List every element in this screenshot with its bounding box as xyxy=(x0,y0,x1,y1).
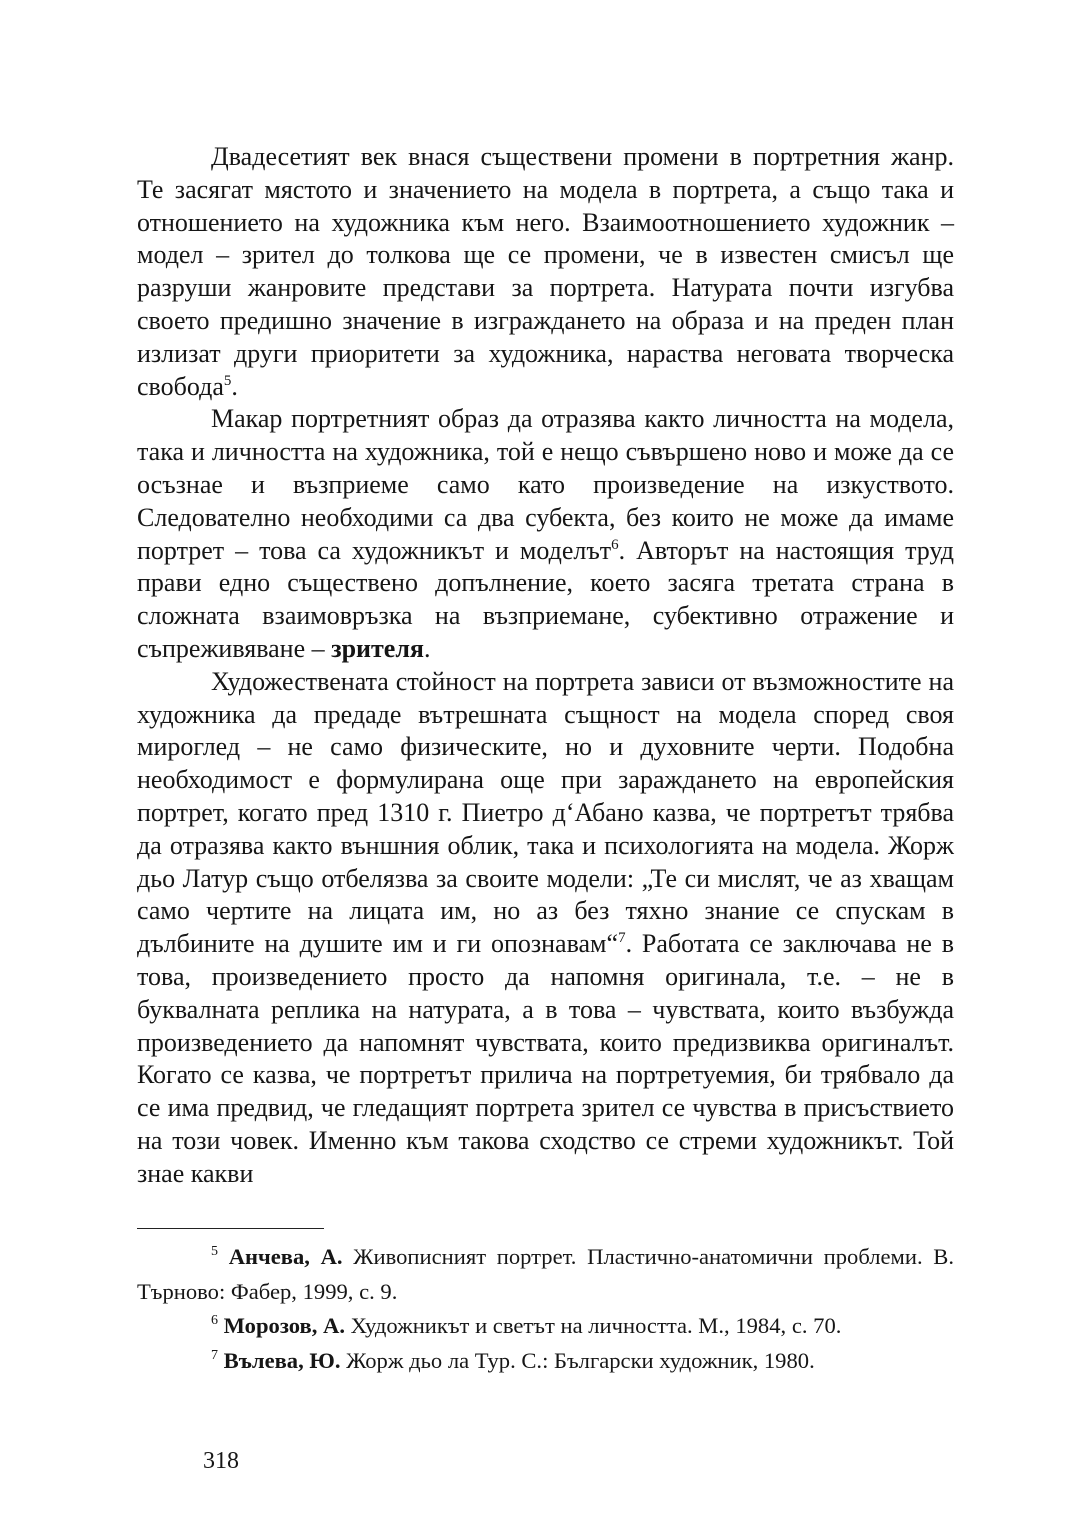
footnotes xyxy=(137,1240,954,1378)
footnote-ref-7: 7 xyxy=(618,930,626,947)
paragraph-1: Двадесетият век внася съществени промени в портретния жанр. Те засягат мястото и значението на модела в портрета, а също така и отношението на художника към него. Взаимоотношението художник – модел – зрител до толкова ще се промени, че в известен смисъл ще разруши жанровите представи за портрета. Натурата почти изгубва своето предишно значение в изграждането на образа и на преден план излизат други приоритети за художника, нараства неговата творческа свобода$^5$. xyxy=(137,142,954,401)
footnote-separator xyxy=(137,1228,324,1229)
footnote-author: Анчева, А. xyxy=(228,1244,343,1269)
emphasis-viewer: зрителя xyxy=(331,633,424,663)
footnote-ref-5: 5 xyxy=(223,372,232,389)
paragraph-2: Макар портретният образ да отразява както личността на модела, така и личността на художника, той е нещо съвършено ново и може да се осъзнае и възприеме само като произведение на изкуството. Следователно необходими са два субекта, без които не може да имаме портрет – това са художникът и моделът$^6$. Авторът на настоящия труд прави едно съществено допълнение, което засяга третата страна в сложната взаимовръзка на възприемане, субективно отражение и съпреживяване – зрителя. xyxy=(137,404,954,663)
footnote-ref-6: 6 xyxy=(611,536,619,553)
footnote-author: Вълева, Ю. xyxy=(223,1347,341,1373)
main-text xyxy=(137,141,954,1191)
page-number: 318 xyxy=(203,1448,239,1474)
footnote-author: Морозов, А. xyxy=(223,1313,345,1338)
footnote-7: $^7$ Вълева, Ю. Жорж дьо ла Тур. С.: Български художник, 1980. xyxy=(211,1347,815,1373)
paragraph-3: Художествената стойност на портрета зависи от възможностите на художника да предаде вътрешната същност на модела според своя мироглед – не само физическите, но и духовните черти. Подобна необходимост е формулирана още при зараждането на европейския портрет, когато пред 1310 г. Пиетро д‘Абано казва, че портретът трябва да отразява както външния облик, така и психологията на модела. Жорж дьо Латур също отбелязва за своите модели: „Те си мислят, че аз хващам само чертите на лицата им, но аз без тяхно знание се спускам в дълбините на душите им и ги опознавам“$^7$. Работата се заключава не в това, произведението просто да напомня оригинала, т.е. – не в буквалната реплика на натурата, а в това – чувствата, които възбужда произведението да напомнят чувствата, които предизвиква оригиналът. Когато се казва, че портретът прилича на портретуемия, би трябвало да се има предвид, че гледащият портрета зрител се чувства в присъствието на този човек. Именно към такова сходство се стреми художникът. Той знае какви xyxy=(137,666,954,1188)
footnote-5: $^5$ Анчева, А. Живописният портрет. Пластично-анатомични проблеми. В. Търново: Фабер, 1999, с. 9. xyxy=(137,1244,954,1304)
footnote-6: $^6$ Морозов, А. Художникът и светът на личността. М., 1984, с. 70. xyxy=(211,1313,842,1338)
